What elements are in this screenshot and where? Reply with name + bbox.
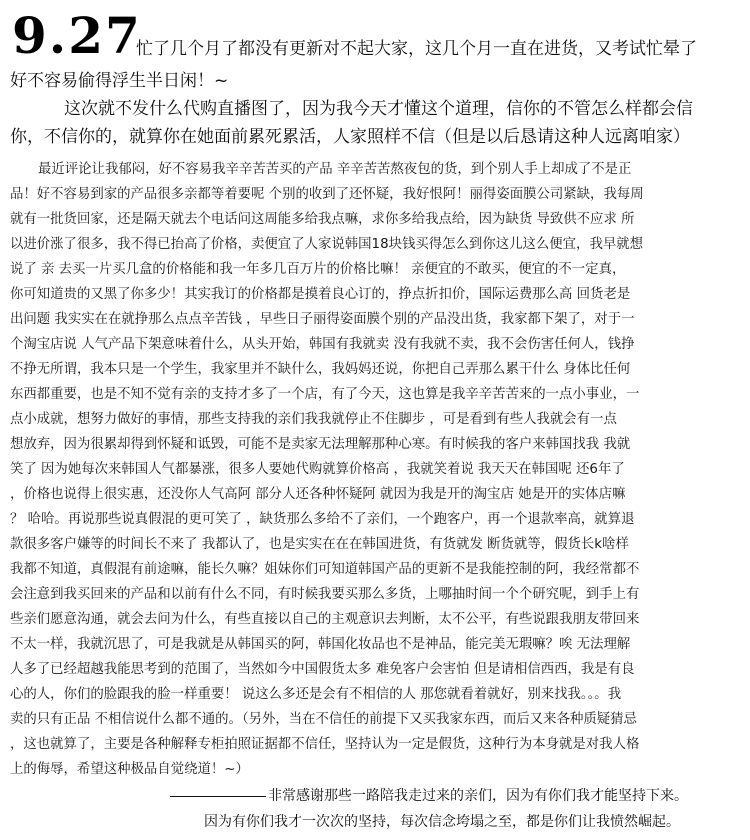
body-line: 你可知道贵的又黑了你多少！其实我订的价格都是摸着良心订的，挣点折扣价，国际运费那么高 回货老是 [10, 287, 631, 302]
intro-line: 这次就不发什么代购直播图了，因为我今天才懂这个道理，信你的不管怎么样都会信 [64, 99, 693, 119]
body-line: 点小成就，想努力做好的事情，那些支持我的亲们我我就停止不住脚步 ，可是看到有些人我就会有一点 [10, 412, 617, 427]
body-line: 笑了 因为她每次来韩国人气都暴涨，很多人要她代购就算价格高 ，我就笑着说 我天天在韩国呢 还6年了 [10, 462, 625, 477]
body-line: ，这也就算了，主要是各种解释专柜拍照证据都不信任，坚持认为一定是假货，这种行为本身就是对我人格 [10, 737, 640, 752]
date-heading: 9.27 [12, 6, 142, 65]
body-line: 心的人，你们的脸跟我的脸一样重要！ 说这么多还是会有不相信的人 那您就看着就好，别来找我。。。我 [10, 687, 622, 702]
body-line: 不太一样，我就沉思了，可是我就是从韩国买的阿，韩国化妆品也不是神品，能完美无瑕嘛？唉 无法理解 [10, 637, 631, 652]
body-line: ？ 哈哈。再说那些说真假混的更可笑了 ，缺货那么多给不了亲们，一个跑客户，再一个退款率高，就算退 [10, 512, 635, 527]
body-line: 我都不知道，真假混有前途嘛，能长久嘛？姐妹你们可知道韩国产品的更新不是我能控制的阿，我经常都不 [10, 562, 640, 577]
body-line: 品！好不容易到家的产品很多亲都等着要呢 个别的收到了还怀疑，我好恨阿！丽得姿面膜公司紧缺，我每周 [10, 187, 644, 202]
body-line: 出问题 我实实在在就挣那么点点辛苦钱 ，早些日子丽得姿面膜个别的产品没出货，我家都下架了，对于一 [10, 312, 635, 327]
body-line: 不挣无所谓，我本只是一个学生，我家里并不缺什么，我妈妈还说，你把自己弄那么累干什么 身体比任何 [10, 362, 631, 377]
body-line: 最近评论让我郁闷，好不容易我辛辛苦苦买的产品 辛辛苦苦熬夜包的货，到个别人手上却成了不是正 [38, 162, 632, 177]
dash-rule [170, 796, 266, 797]
intro-line: 忙了几个月了都没有更新对不起大家，这几个月一直在进货，又考试忙晕了 [136, 39, 697, 59]
body-line: 说了 亲 去买一片买几盒的价格能和我一年多几百万片的价格比嘛！ 亲便宜的不敢买，便宜的不一定真， [10, 262, 626, 277]
body-line: 以进价涨了很多，我不得已抬高了价格，卖便宜了人家说韩国18块钱买得怎么到你这儿这么便宜，我早就想 [10, 237, 644, 252]
body-line: 人多了已经超越我能思考到的范围了，当然如今中国假货太多 难免客户会害怕 但是请相信西西，我是有良 [10, 662, 635, 677]
footer-line: 非常感谢那些一路陪我走过来的亲们，因为有你们我才能坚持下来。 [268, 788, 688, 804]
body-line: 款很多客户嫌等的时间长不来了 我都认了，也是实实在在在韩国进货，有货就发 断货就等，假货长k啥样 [10, 537, 629, 552]
body-line: ，价格也说得上很实惠，还没你人气高阿 部分人还各种怀疑阿 就因为我是开的淘宝店 她是开的实体店嘛 [10, 487, 626, 502]
body-line: 卖的只有正品 不相信说什么都不通的。（另外，当在不信任的前提下又买我家东西，而后又来各种质疑猜忌 [10, 712, 637, 727]
body-line: 上的侮辱，希望这种极品自觉绕道！~） [10, 762, 249, 777]
footer-line: 因为有你们我才一次次的坚持，每次信念垮塌之至，都是你们让我愤然崛起。 [204, 814, 680, 830]
intro-line: 好不容易偷得浮生半日闲！~ [10, 71, 229, 91]
body-line: 会注意到我买回来的产品和以前有什么不同，有时候我要买那么多货，上哪抽时间一个个研究呢，到手上有 [10, 587, 640, 602]
body-line: 个淘宝店说 人气产品下架意味着什么，从头开始，韩国有我就卖 没有我就不卖，我不会伤害任何人，钱挣 [10, 337, 635, 352]
intro-line: 你，不信你的，就算你在她面前累死累活，人家照样不信（但是以后恳请这种人远离咱家） [10, 127, 690, 147]
body-line: 就有一批货回家，还是隔天就去个电话问这周能多给我点嘛，求你多给我点给，因为缺货 导致供不应求 所 [10, 212, 635, 227]
body-line: 想放弃，因为很累却得到怀疑和诋毁，可能不是卖家无法理解那种心寒。有时候我的客户来韩国找我 我就 [10, 437, 631, 452]
body-line: 东西都重要，也是不知不觉有亲的支持才多了一个店，有了今天，这也算是我辛辛苦苦来的一点小事业，一 [10, 387, 640, 402]
body-line: 些亲们愿意沟通，就会去问为什么，有些直接以自己的主观意识去判断，太不公平，有些说跟我朋友带回来 [10, 612, 640, 627]
